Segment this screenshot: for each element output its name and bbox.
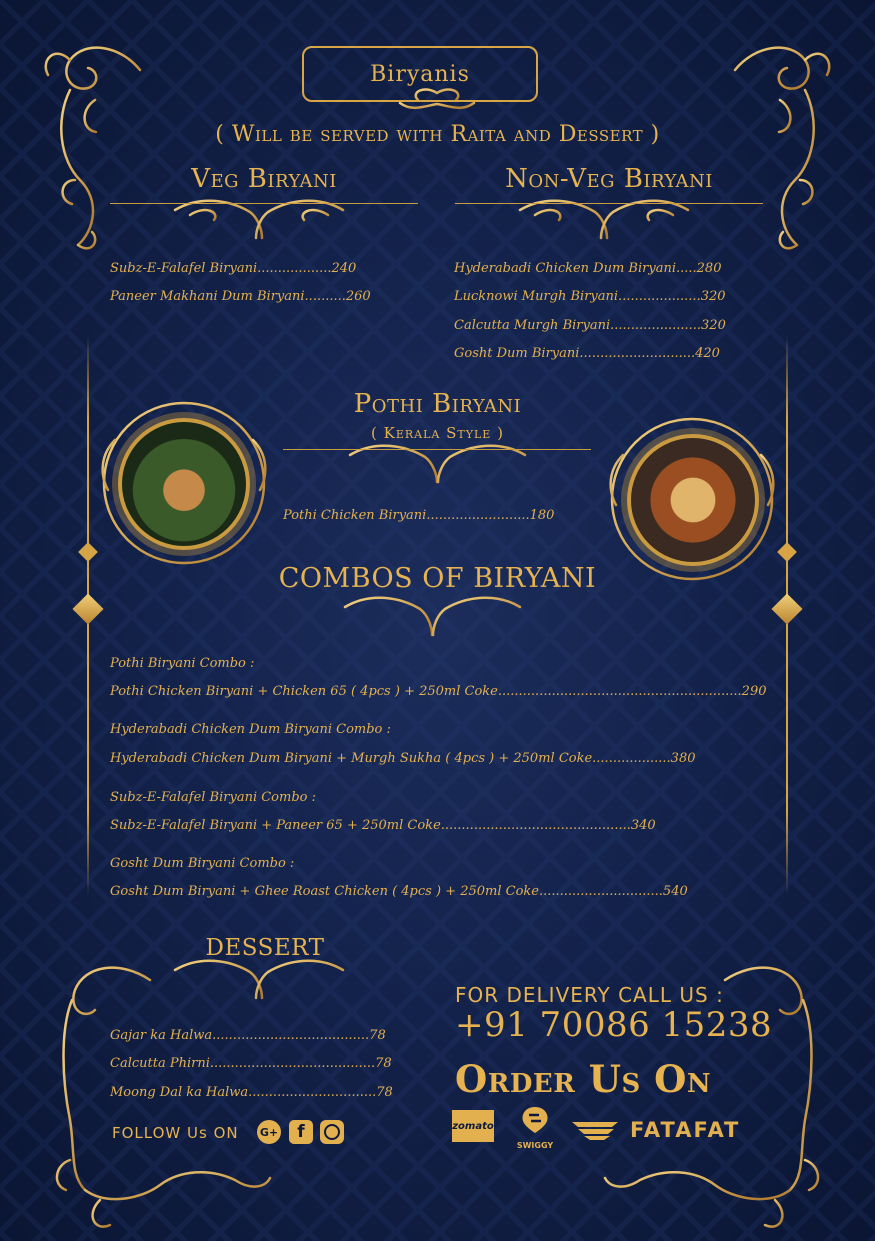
pothi-biryani-photo — [118, 418, 250, 550]
combo-detail: Pothi Chicken Biryani + Chicken 65 ( 4pcs ) + 250ml Coke...........................................................290 — [110, 684, 767, 699]
menu-item: Pothi Chicken Biryani.........................180 — [283, 508, 555, 523]
menu-item: Hyderabadi Chicken Dum Biryani.....280 — [454, 261, 722, 276]
veg-heading: Veg Biryani — [191, 164, 337, 194]
follow-us-label: FOLLOW Us ON — [112, 1124, 239, 1142]
pothi-rule — [283, 449, 591, 450]
pothi-heading: Pothi Biryani — [353, 389, 522, 419]
order-us-on: Order Us On — [455, 1057, 712, 1101]
menu-item: Subz-E-Falafel Biryani..................240 — [110, 261, 357, 276]
title-box — [302, 46, 538, 102]
nonveg-heading: Non-Veg Biryani — [505, 164, 713, 194]
menu-item: Calcutta Phirni........................................78 — [110, 1056, 392, 1071]
combo-name: Pothi Biryani Combo : — [110, 656, 255, 671]
combos-heading: COMBOS OF BIRYANI — [278, 563, 597, 594]
swiggy-logo[interactable] — [515, 1105, 555, 1155]
combo-name: Hyderabadi Chicken Dum Biryani Combo : — [110, 722, 391, 737]
menu-item: Moong Dal ka Halwa...............................78 — [110, 1085, 393, 1100]
menu-item: Calcutta Murgh Biryani......................320 — [454, 318, 726, 333]
fatafat-icon — [570, 1119, 620, 1141]
swiggy-label: SWIGGY — [516, 1141, 554, 1150]
menu-item: Paneer Makhani Dum Biryani..........260 — [110, 289, 371, 304]
combo-name: Subz-E-Falafel Biryani Combo : — [110, 790, 317, 805]
facebook-icon[interactable]: f — [289, 1120, 313, 1144]
nonveg-rule — [455, 203, 763, 204]
combo-detail: Subz-E-Falafel Biryani + Paneer 65 + 250ml Coke..............................................340 — [110, 818, 656, 833]
zomato-label: zomato — [452, 1120, 494, 1132]
fatafat-label: FATAFAT — [630, 1118, 741, 1142]
dessert-heading: DESSERT — [205, 935, 325, 961]
google-plus-icon[interactable]: G+ — [257, 1120, 281, 1144]
menu-item: Gosht Dum Biryani............................420 — [454, 346, 720, 361]
served-with-note: ( Will be served with Raita and Dessert ) — [215, 122, 660, 147]
swiggy-icon — [515, 1105, 555, 1135]
menu-item: Lucknowi Murgh Biryani....................320 — [454, 289, 726, 304]
instagram-icon[interactable] — [320, 1120, 344, 1144]
phone-number[interactable]: +91 70086 15238 — [455, 1005, 773, 1045]
combo-detail: Gosht Dum Biryani + Ghee Roast Chicken ( 4pcs ) + 250ml Coke..............................540 — [110, 884, 688, 899]
zomato-logo[interactable] — [452, 1110, 494, 1142]
pothi-subheading: ( Kerala Style ) — [371, 424, 504, 442]
fatafat-logo[interactable] — [570, 1117, 760, 1143]
menu-item: Gajar ka Halwa......................................78 — [110, 1028, 386, 1043]
page-title: Biryanis — [370, 61, 470, 87]
combo-detail: Hyderabadi Chicken Dum Biryani + Murgh Sukha ( 4pcs ) + 250ml Coke...................380 — [110, 751, 696, 766]
veg-rule — [110, 203, 418, 204]
delivery-label: FOR DELIVERY CALL US : — [455, 983, 724, 1007]
combo-name: Gosht Dum Biryani Combo : — [110, 856, 295, 871]
dum-biryani-photo — [627, 434, 759, 566]
